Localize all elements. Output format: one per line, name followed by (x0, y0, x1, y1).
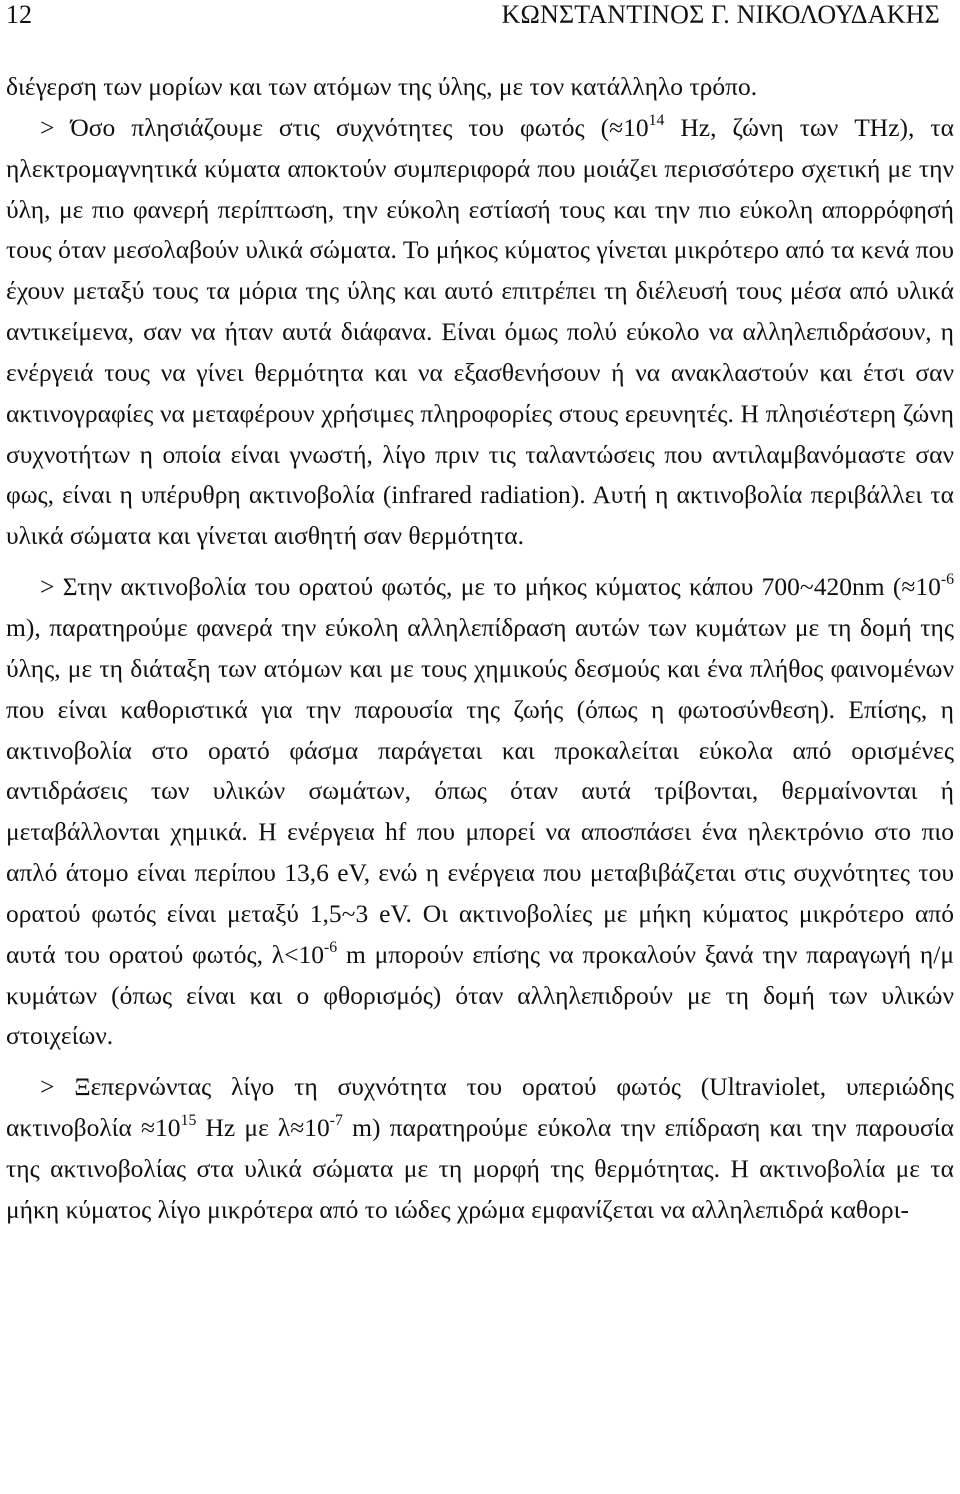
superscript-exponent: -6 (324, 938, 338, 956)
superscript-exponent: -7 (329, 1112, 343, 1130)
paragraph-text: > Στην ακτινοβολία του ορατού φωτός, με το μήκος κύματος κάπου 700~420nm (≈10 (40, 572, 941, 602)
paragraph-text: m), παρατηρούμε φανερά την εύκολη αλληλεπίδραση αυτών των κυμάτων με τη δομή της ύλης, με τη διάταξη των ατόμων και με τους χημικούς δεσμούς και ένα πλήθος φαινομένων που είναι καθοριστικά για την παρουσία της ζωής (όπως η φωτοσύνθεση). Επίσης, η ακτινοβολία στο ορατό φάσμα παράγεται και προκαλείται εύκολα από ορισμένες αντιδράσεις των υλικών σωμάτων, όπως όταν αυτά τρίβονται, θερμαίνονται ή μεταβάλλονται χημικά. Η ενέργεια hf που μπορεί να αποσπάσει ένα ηλεκτρόνιο στο πιο απλό άτομο είναι περίπου 13,6 eV, ενώ η ενέργεια που μεταβιβάζεται στις συχνότητες του ορατού φωτός είναι μεταξύ 1,5~3 eV. Οι ακτινοβολίες με μήκη κύματος μικρότερο από αυτά του ορατού φωτός, λ<10 (6, 612, 954, 969)
paragraph-text: διέγερση των μορίων και των ατόμων της ύλης, με τον κατάλληλο τρόπο. (6, 72, 758, 101)
superscript-exponent: -6 (940, 571, 954, 589)
paragraph-infrared (6, 108, 954, 557)
page-header (6, 0, 954, 40)
superscript-exponent: 15 (180, 1112, 197, 1130)
paragraph-text: m μπορούν επίσης να προκαλούν ξανά την παραγωγή η/μ κυμάτων (όπως είναι και ο φθορισμός) όταν αλληλεπιδρούν με τη δομή των υλικών στοιχείων. (6, 939, 954, 1051)
running-head: ΚΩΝΣΤΑΝΤΙΝΟΣ Γ. ΝΙΚΟΛΟΥΔΑΚΗΣ (501, 0, 940, 29)
paragraph-text: Hz, ζώνη των THz), τα ηλεκτρομαγνητικά κύματα αποκτούν συμπεριφορά που μοιάζει περισσότερο σχετική με την ύλη, με πιο φανερή περίπτωση, την εύκολη εστίασή τους και την πιο εύκολη απορρόφησή τους όταν μεσολαβούν υλικά σώματα. Το μήκος κύματος γίνεται μικρότερο από τα κενά που έχουν μεταξύ τους τα μόρια της ύλης και αυτό επιτρέπει τη διέλευσή τους μέσα από υλικά αντικείμενα, σαν να ήταν αυτά διάφανα. Είναι όμως πολύ εύκολο να αλληλεπιδράσουν, η ενέργειά τους να γίνει θερμότητα και να εξασθενήσουν ή να ανακλαστούν και έτσι σαν ακτινογραφίες να μεταφέρουν χρήσιμες πληροφορίες στους ερευνητές. Η πλησιέστερη ζώνη συχνοτήτων η οποία είναι γνωστή, λίγο πριν τις ταλαντώσεις που αντιλαμβανόμαστε σαν φως, είναι η υπέρυθρη ακτινοβολία (infrared radiation). Αυτή η ακτινοβολία περιβάλλει τα υλικά σώματα και γίνεται αισθητή σαν θερμότητα. (6, 112, 954, 551)
paragraph-visible-light (6, 567, 954, 1057)
paragraph-text: Hz με λ≈10 (196, 1113, 330, 1143)
paragraph-ultraviolet (6, 1067, 954, 1230)
page-number: 12 (6, 0, 32, 29)
paragraph-continuation (6, 67, 954, 108)
paragraph-text: > Όσο πλησιάζουμε στις συχνότητες του φωτός (≈10 (40, 112, 649, 142)
paragraph-text: > Ξεπερνώντας λίγο τη συχνότητα του ορατού φωτός (Ultraviolet, υπεριώδης ακτινοβολία ≈10 (6, 1072, 954, 1143)
paragraph-text: m) παρατηρούμε εύκολα την επίδραση και την παρουσία της ακτινοβολίας στα υλικά σώματα με τη μορφή της θερμότητας. Η ακτινοβολία με τα μήκη κύματος λίγο μικρότερα από το ιώδες χρώμα εμφανίζεται να αλληλεπιδρά καθορι- (6, 1113, 954, 1224)
document-page (6, 0, 954, 1231)
page-body (6, 67, 954, 1231)
superscript-exponent: 14 (648, 111, 665, 129)
